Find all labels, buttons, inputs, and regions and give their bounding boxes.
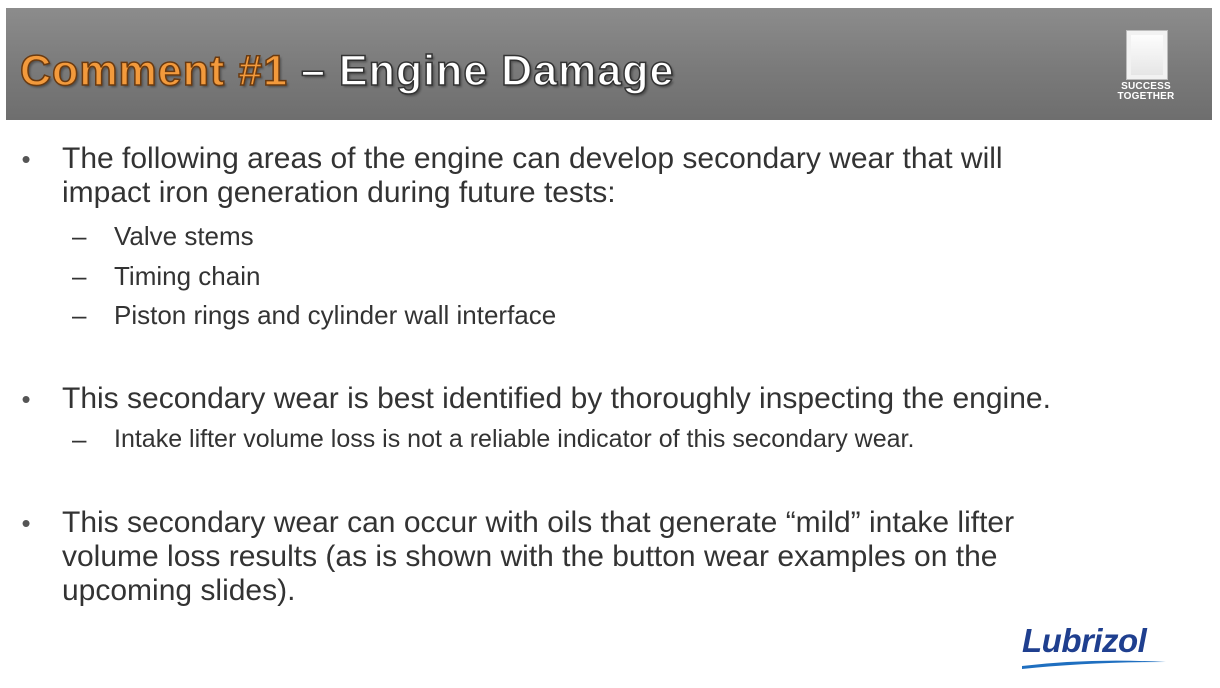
bullet-icon: • xyxy=(21,384,31,414)
dash-icon: – xyxy=(72,261,87,291)
dash-icon: – xyxy=(72,300,87,330)
sub-item-text: Timing chain xyxy=(114,261,261,291)
logo-text: Lubrizol xyxy=(1022,622,1147,659)
bullet-line: volume loss results (as is shown with the button wear examples on the xyxy=(62,540,998,573)
bullet-icon: • xyxy=(21,508,31,538)
sub-item-text: Intake lifter volume loss is not a reliable indicator of this secondary wear. xyxy=(114,425,915,453)
title-comment-number: Comment #1 xyxy=(20,47,289,95)
lubrizol-logo xyxy=(1020,622,1170,672)
bullet-icon: • xyxy=(21,144,31,174)
bullet-line: impact iron generation during future tests: xyxy=(62,176,616,209)
bullet-line: upcoming slides). xyxy=(62,574,296,607)
bullet-line: This secondary wear can occur with oils that generate “mild” intake lifter xyxy=(62,506,1015,539)
logo-swoosh-icon xyxy=(1020,656,1170,670)
dash-icon: – xyxy=(72,221,87,251)
title-separator: – xyxy=(288,47,339,95)
bullet-line: The following areas of the engine can develop secondary wear that will xyxy=(62,142,1003,175)
badge-line-2: TOGETHER xyxy=(1117,91,1175,102)
bullet-line: This secondary wear is best identified by thoroughly inspecting the engine. xyxy=(62,382,1051,415)
title-topic: Engine Damage xyxy=(338,47,675,95)
sub-item-text: Piston rings and cylinder wall interface xyxy=(114,300,557,330)
badge-line-1: SUCCESS xyxy=(1121,81,1171,92)
dash-icon: – xyxy=(72,424,87,454)
sub-item-text: Valve stems xyxy=(114,221,254,251)
